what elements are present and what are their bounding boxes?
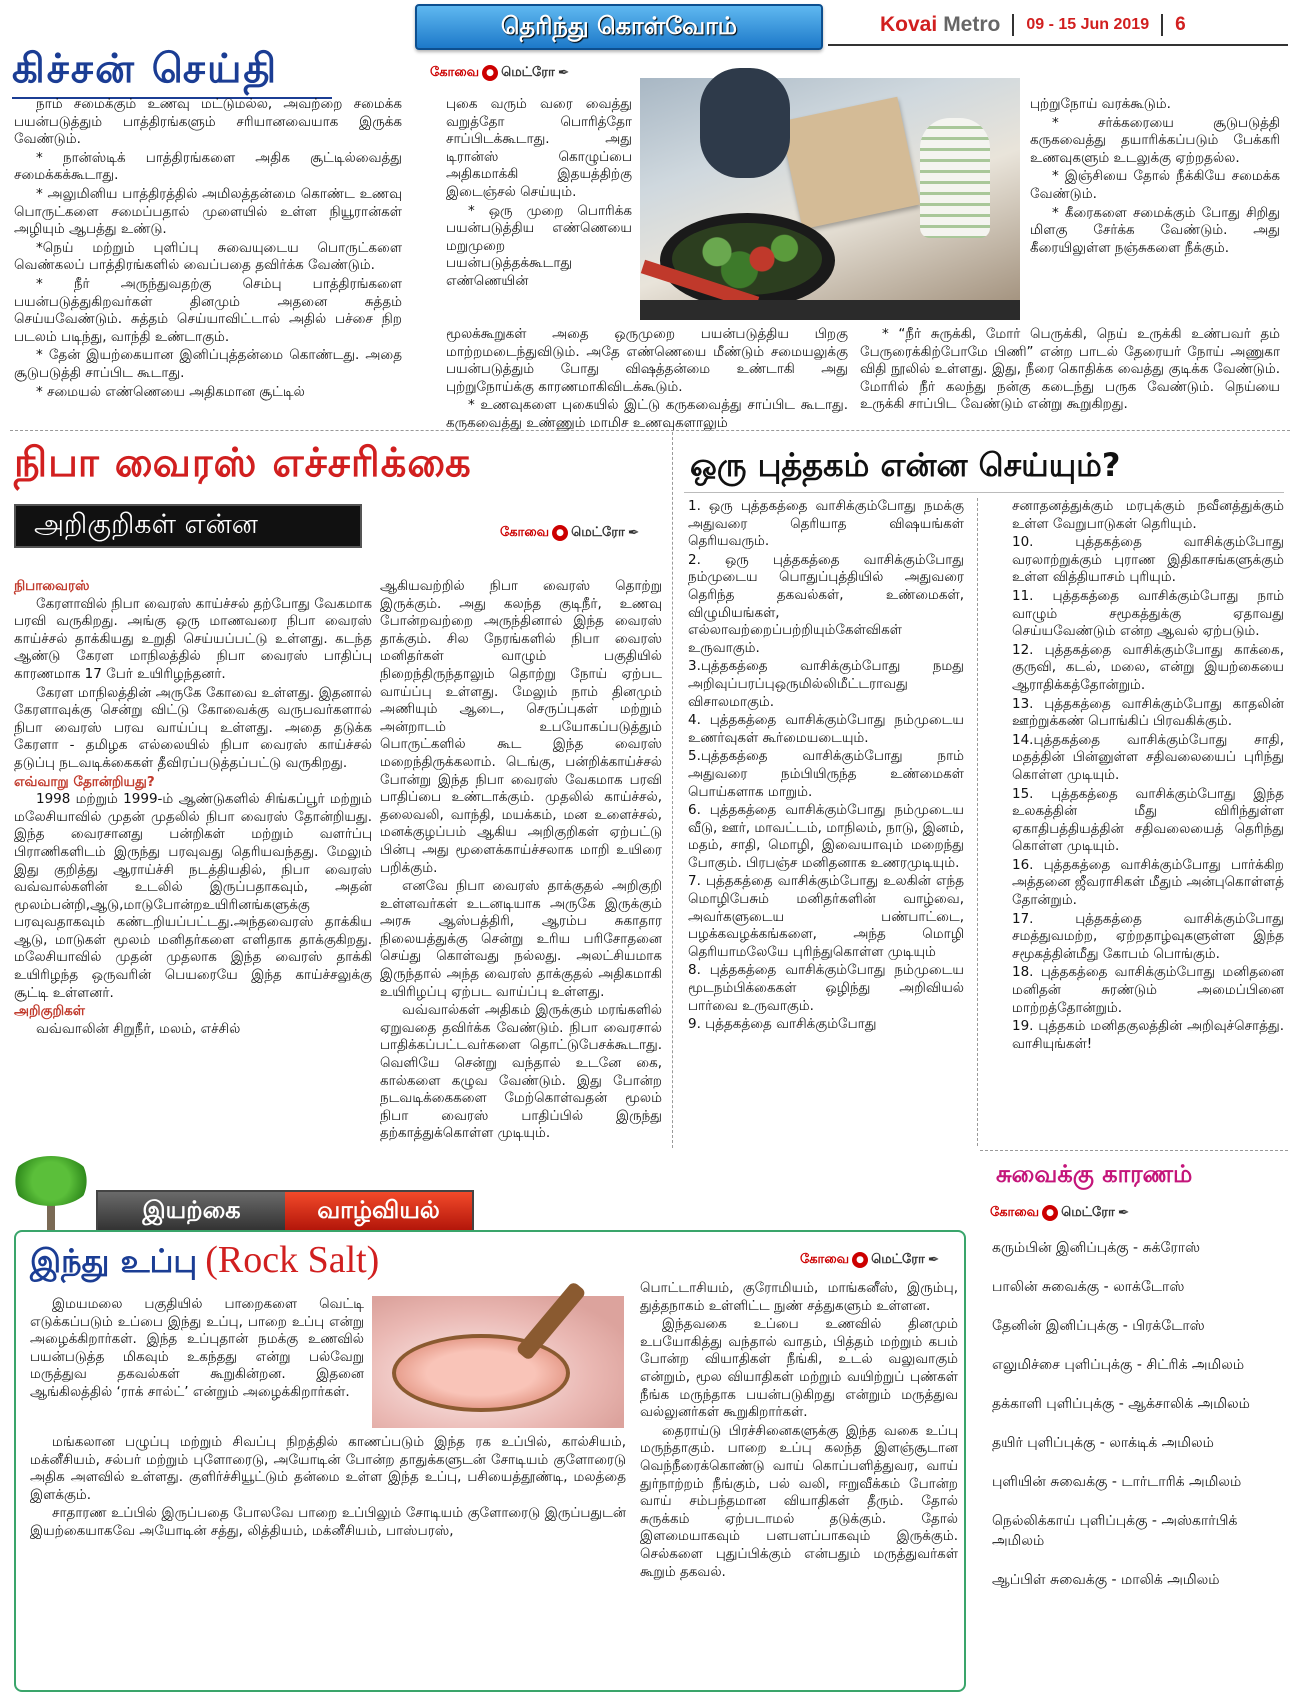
cooking-photo <box>640 78 1020 320</box>
masthead <box>880 10 1290 40</box>
rock-salt-paragraph: சாதாரண உப்பில் இருப்பதை போலவே பாறை உப்பிலும் சோடியம் குளோரைடு இருப்பதுடன் இயற்கையாகவே அயோடின் சத்து, லித்தியம், மக்னீசியம், பாஸ்பரஸ், <box>30 1505 626 1539</box>
taste-item: பாலின் சுவைக்கு - லாக்டோஸ் <box>992 1279 1185 1295</box>
book-point: 10. புத்தகத்தை வாசிக்கும்போது வரலாற்றுக்கும் புராண இதிகாசங்களுக்கும் உள்ள வித்தியாசம் புரியும். <box>1012 534 1284 586</box>
kitchen-paragraph: நாம் சமைக்கும் உணவு மட்டுமல்ல, அவற்றை சமைக்க பயன்படுத்தும் பாத்திரங்களும் சரியானவையாக இருக்க வேண்டும். <box>14 96 402 148</box>
kitchen-paragraph: * “நீர் சுருக்கி, மோர் பெருக்கி, நெய் உருக்கி உண்பவர் தம் பேருரைக்கிற்போமே பிணி” என்ற பாடல் தேரையர் நோய் அணுகா விதி நூலில் உள்ளது. இது, நீரை கொதிக்க வைத்து குடிக்க வேண்டும். மோரில் நீர் கலந்து நன்கு கடைந்து பருக வேண்டும். நெய்யை உருக்கி சாப்பிட வேண்டும் என்று கூறுகிறது. <box>860 326 1280 413</box>
book-point: 3.புத்தகத்தை வாசிக்கும்போது நமது அறிவுப்பரப்புஒருமில்லிமீட்டராவது விசாலமாகும். <box>688 658 964 710</box>
kitchen-paragraph: * இஞ்சியை தோல் நீக்கியே சமைக்க வேண்டும். <box>1030 168 1280 202</box>
kitchen-col-1 <box>14 96 402 418</box>
book-point: 15. புத்தகத்தை வாசிக்கும்போது இந்த உலகத்தின் மீது விரிந்துள்ள ஏகாதிபத்தியத்தின் சதிவலையைத் தெரிந்து கொள்ள முடியும். <box>1012 785 1284 855</box>
divider <box>1012 14 1014 36</box>
pen-icon: ✒ <box>627 525 640 541</box>
book-point: 19. புத்தகம் மனிதகுலத்தின் அறிவுச்சொத்து. வாசியுங்கள்! <box>1012 1018 1284 1052</box>
book-point: 14.புத்தகத்தை வாசிக்கும்போது சாதி, மதத்தின் பின்னுள்ள சதிவலையைப் புரிந்து கொள்ள முடியும். <box>1012 731 1284 783</box>
taste-item: தயிர் புளிப்புக்கு - லாக்டிக் அமிலம் <box>992 1435 1214 1451</box>
rock-salt-photo <box>372 1296 624 1428</box>
kitchen-paragraph: புற்றுநோய் வரக்கூடும். <box>1030 96 1171 112</box>
nipah-paragraph: 1998 மற்றும் 1999-ம் ஆண்டுகளில் சிங்கப்பூர் மற்றும் மலேசியாவில் முதன் முதலில் நிபா வைரஸ் தோன்றியது. இந்த வைரசானது பன்றிகள் மற்றும் வளர்ப்பு பிராணிகளிடம் இருந்து பரவுவது தெரியவந்தது. மேலும் இது குறித்து ஆராய்ச்சி நடத்தியதில், நிபா வைரஸ் வவ்வால்களின் உடலில் இருப்பதாகவும், அதன் மூலம்பன்றி,ஆடு,மாடுபோன்றஉயிரினங்களுக்கு பரவுவதாகவும் கண்டறியப்பட்டது.அந்தவைரஸ் தாக்கிய ஆடு, மாடுகள் மூலம் மனிதர்களை எளிதாக தாக்குகிறது. மலேசியாவில் முதன் முதலாக இந்த வைரஸ் தாக்கி உயிரிழந்த ஒருவரின் பெயரையே இந்த காய்ச்சலுக்கு சூட்டி உள்ளனர். <box>14 791 372 1001</box>
taste-item: கரும்பின் இனிப்புக்கு - சுக்ரோஸ் <box>992 1240 1201 1256</box>
taste-title: சுவைக்கு காரணம் <box>996 1160 1193 1188</box>
nipah-paragraph: எனவே நிபா வைரஸ் தாக்குதல் அறிகுறி உள்ளவர்கள் உடனடியாக அருகே இருக்கும் அரசு ஆஸ்பத்திரி, ஆரம்ப சுகாதார நிலையத்துக்கு சென்று உரிய பரிசோதனை செய்து கொள்வது நல்லது. அலட்சியமாக இருந்தால் அந்த வைரஸ் தாக்குதல் அதிகமாகி உயிரிழப்பு ஏற்பட வாய்ப்பு உள்ளது. <box>380 878 662 1000</box>
elephant-icon: ● <box>552 525 568 541</box>
book-point: 5.புத்தகத்தை வாசிக்கும்போது நாம் அதுவரை நம்பியிருந்த உண்மைகள் பொய்களாக மாறும். <box>688 748 964 800</box>
nipah-subtitle-box <box>14 504 362 548</box>
issue-date: 09 - 15 Jun 2019 <box>1026 16 1150 33</box>
book-title: ஒரு புத்தகம் என்ன செய்யும்? <box>690 446 1121 484</box>
taste-item: எலுமிச்சை புளிப்புக்கு - சிட்ரிக் அமிலம் <box>992 1357 1245 1373</box>
book-point: 11. புத்தகத்தை வாசிக்கும்போது நாம் வாழும் சமூகத்துக்கு ஏதாவது செய்யவேண்டும் என்ற ஆவல் ஏற்படும். <box>1012 587 1284 640</box>
rock-salt-col-1-bottom <box>30 1434 626 1688</box>
rock-salt-paragraph: மங்கலான பழுப்பு மற்றும் சிவப்பு நிறத்தில் காணப்படும் இந்த ரக உப்பில், கால்சியம், மக்னீசியம், சல்பர் மற்றும் புளோரைடு, அயோடின் போன்ற தாதுக்களுடன் சோடியம் குளோரைடு அதிக அளவில் உள்ளது. குளிர்ச்சியூட்டும் தன்மை உள்ள இந்த உப்பு, பசியைத்தூண்டி, மலத்தை இளக்கும். <box>30 1434 626 1503</box>
book-point: 16. புத்தகத்தை வாசிக்கும்போது பார்க்கிற அத்தனை ஜீவராசிகள் மீதும் அன்புகொள்ளத் தோன்றும். <box>1012 856 1284 909</box>
nipah-title: நிபா வைரஸ் எச்சரிக்கை <box>14 440 472 486</box>
pen-icon: ✒ <box>927 1252 940 1268</box>
taste-list <box>992 1238 1288 1590</box>
book-point: 4. புத்தகத்தை வாசிக்கும்போது நம்முடைய உணர்வுகள் கூர்மையடையும். <box>688 712 964 746</box>
rock-salt-paragraph: பொட்டாசியம், குரோமியம், மாங்கனீஸ், இரும்பு, துத்தநாகம் உள்ளிட்ட நுண் சத்துகளும் உள்ளன. <box>640 1280 958 1314</box>
elephant-icon: ● <box>482 65 498 81</box>
taste-item: புளியின் சுவைக்கு - டார்டாரிக் அமிலம் <box>992 1474 1242 1490</box>
kitchen-paragraph: * உணவுகளை புகையில் இட்டு கருகவைத்து சாப்பிட கூடாது. கருகவைத்து உண்ணும் மாமிச உணவுகளாலும் <box>446 397 848 431</box>
nipah-subhead: எவ்வாறு தோன்றியது? <box>14 773 155 790</box>
brand-metro: Metro <box>943 13 1001 36</box>
kitchen-col-2-top <box>446 96 632 324</box>
nipah-paragraph: வவ்வால்கள் அதிகம் இருக்கும் மரங்களில் ஏறுவதை தவிர்க்க வேண்டும். நிபா வைரசால் பாதிக்கப்பட்டவர்களை தொட்டுபேசக்கூடாது. வெளியே சென்று வந்தால் உடனே கை, கால்களை கழுவ வேண்டும். இது போன்ற நடவடிக்கைகளை மேற்கொள்வதன் மூலம் நிபா வைரஸ் பாதிப்பில் இருந்து தற்காத்துக்கொள்ள முடியும். <box>380 1002 662 1142</box>
taste-item: நெல்லிக்காய் புளிப்புக்கு - அஸ்கார்பிக் அமிலம் <box>992 1513 1238 1549</box>
nature-band-left: இயற்கை <box>98 1192 285 1230</box>
rock-salt-col-1-top <box>30 1296 364 1432</box>
nipah-col-1 <box>14 578 372 1148</box>
kitchen-paragraph: மூலக்கூறுகள் அதை ஒருமுறை பயன்படுத்திய பிறகு மாற்றமடைந்துவிடும். அதே எண்ணெயை மீண்டும் சமையலுக்கு பயன்படுத்தும் போது விஷத்தன்மை உண்டாகி அது புற்றுநோய்க்கு காரணமாகிவிடக்கூடும். <box>446 326 848 395</box>
book-point: 1. ஒரு புத்தகத்தை வாசிக்கும்போது நமக்கு அதுவரை தெரியாத விஷயங்கள் தெரியவரும். <box>688 498 964 550</box>
rock-salt-title <box>30 1238 379 1284</box>
kitchen-paragraph: * சர்க்கரையை சூடுபடுத்தி கருகவைத்து தயாரிக்கப்படும் பேக்கரி உணவுகளும் உடலுக்கு ஏற்றதல்ல. <box>1030 114 1280 166</box>
nature-band <box>96 1190 474 1232</box>
book-point: 2. ஒரு புத்தகத்தை வாசிக்கும்போது நம்முடைய பொதுப்புத்தியில் அதுவரை தெரிந்த தகவல்கள், உண்மைகள், விழுமியங்கள், எல்லாவற்றைப்பற்றியும்கேள்விகள் உருவாகும். <box>688 551 964 656</box>
taste-item: ஆப்பிள் சுவைக்கு - மாலிக் அமிலம் <box>992 1572 1220 1588</box>
rock-salt-col-2 <box>640 1280 958 1688</box>
nipah-paragraph: வவ்வாலின் சிறுநீர், மலம், எச்சில் <box>36 1020 241 1037</box>
kovai-metro-logo: கோவை ● மெட்ரோ ✒ <box>430 65 570 81</box>
book-col-2 <box>1012 498 1284 1146</box>
nature-band-right: வாழ்வியல் <box>285 1192 472 1230</box>
book-point: 7. புத்தகத்தை வாசிக்கும்போது உலகின் எந்த மொழிபேசும் மனிதர்களின் வாழ்வை, அவர்களுடைய பண்பாட்டை, பழக்கவழக்கங்களை, அந்த மொழி தெரியாமலேயே புரிந்துகொள்ள முடியும் <box>688 873 964 960</box>
kitchen-col-2-bottom <box>446 326 848 431</box>
rock-salt-paragraph: தைராய்டு பிரச்சினைகளுக்கு இந்த வகை உப்பு மருந்தாகும். பாறை உப்பு கலந்த இளஞ்சூடான வெந்நீரைக்கொண்டு வாய் கொப்பளித்துவர, வாய் துர்நாற்றம் நீங்கும், பல் வலி, ஈறுவீக்கம் போன்ற வாய் சம்பந்தமான வியாதிகள் தீரும். தோல் சுருக்கம் ஏற்படாமல் தடுக்கும். தோல் இளமையாகவும் பளபளப்பாகவும் இருக்கும். செல்களை புதுப்பிக்கும் என்பதும் மருத்துவர்கள் கூறும் தகவல். <box>640 1422 958 1580</box>
kitchen-paragraph: * கீரைகளை சமைக்கும் போது சிறிது மிளகு சேர்க்க வேண்டும். அது கீரையிலுள்ள நஞ்சுகளை நீக்கும். <box>1030 204 1280 256</box>
kovai-metro-logo: கோவை ● மெட்ரோ ✒ <box>800 1252 940 1268</box>
book-col-1 <box>688 498 964 1146</box>
kitchen-paragraph: * நான்ஸ்டிக் பாத்திரங்களை அதிக சூட்டில்வைத்து சமைக்கக்கூடாது. <box>14 149 402 184</box>
brand-kovai: Kovai <box>880 13 938 36</box>
elephant-icon: ● <box>852 1252 868 1268</box>
kitchen-paragraph: * ஒரு முறை பொரிக்க பயன்படுத்திய எண்ணெயை மறுமுறை பயன்படுத்தக்கூடாது எண்ணெயின் <box>446 202 632 289</box>
section-label: தெரிந்து கொள்வோம் <box>500 11 738 40</box>
nipah-subhead: நிபாவைரஸ் <box>14 578 90 594</box>
kovai-metro-logo: கோவை ● மெட்ரோ ✒ <box>990 1205 1130 1221</box>
rock-salt-paragraph: இமயமலை பகுதியில் பாறைகளை வெட்டி எடுக்கப்படும் உப்பை இந்து உப்பு, பாறை உப்பு என்று அழைக்கிறார்கள். இந்த உப்புதான் நமக்கு உணவில் பயன்படுத்த மிகவும் உகந்தது என்று பல்வேறு மருத்துவ தகவல்கள் கூறுகின்றன. இதனை ஆங்கிலத்தில் ‘ராக் சால்ட்’ என்றும் அழைக்கிறார்கள். <box>30 1296 364 1400</box>
rock-salt-title-english: (Rock Salt) <box>205 1239 380 1281</box>
kitchen-paragraph: * அலுமினிய பாத்திரத்தில் அமிலத்தன்மை கொண்ட உணவு பொருட்களை சமைப்பதால் முளையில் உள்ள நியூரான்கள் அழியும் ஆபத்து உண்டு. <box>14 185 402 238</box>
kitchen-title: கிச்சன் செய்தி <box>12 46 279 92</box>
column-divider <box>977 498 978 1146</box>
nipah-subtitle: அறிகுறிகள் என்ன <box>34 508 258 540</box>
nipah-paragraph: ஆகியவற்றில் நிபா வைரஸ் தொற்று இருக்கும். அது கலந்த குடிநீர், உணவு போன்றவற்றை அருந்தினால் இந்த வைரஸ் தாக்கும். சில நேரங்களில் நிபா வைரஸ் மனிதர்கள் வாழும் பகுதியில் நிறைந்திருந்தாலும் தொற்று நோய் ஏற்பட வாய்ப்பு உள்ளது. மேலும் நாம் தினமும் அணியும் ஆடை, செருப்புகள் மற்றும் அன்றாடம் உபயோகப்படுத்தும் பொருட்களில் கூட இந்த வைரஸ் மறைந்திருக்கலாம். டெங்கு, பன்றிக்காய்ச்சல் போன்று இந்த நிபா வைரஸ் வேகமாக பரவி பாதிப்பை உண்டாக்கும். முதலில் காய்ச்சல், தலைவலி, வாந்தி, மயக்கம், மன உளைச்சல், மனக்குழப்பம் ஆகிய அறிகுறிகள் ஏற்பட்டு பின்பு அது மூளைக்காய்ச்சலாக மாறி உயிரை பறிக்கும். <box>380 578 662 876</box>
book-point: 9. புத்தகத்தை வாசிக்கும்போது <box>688 1016 877 1033</box>
taste-top-rule <box>980 1150 1288 1151</box>
kitchen-paragraph: *நெய் மற்றும் புளிப்பு சுவையுடைய பொருட்களை வெண்கலப் பாத்திரங்களில் வைப்பதை தவிர்க்க வேண்டும். <box>14 239 402 274</box>
taste-item: தக்காளி புளிப்புக்கு - ஆக்சாலிக் அமிலம் <box>992 1396 1250 1412</box>
divider <box>1161 14 1163 36</box>
section-divider <box>10 430 1290 431</box>
nipah-paragraph: கேரளாவில் நிபா வைரஸ் காய்ச்சல் தற்போது வேகமாக பரவி வருகிறது. அங்கு ஒரு மாணவரை நிபா வைரஸ் காய்ச்சல் தாக்கியது உறுதி செய்யப்பட்டு உள்ளது. கடந்த ஆண்டு கேரள மாநிலத்தில் நிபா வைரஸ் பாதிப்பு காரணமாக 17 பேர் உயிரிழந்தனர். <box>14 595 372 682</box>
book-point: 18. புத்தகத்தை வாசிக்கும்போது மனிதனை மனிதன் சுரண்டும் அமைப்பினை மாற்றத்தோன்றும். <box>1012 964 1284 1016</box>
page-number: 6 <box>1175 14 1186 35</box>
kitchen-paragraph: * தேன் இயற்கையான இனிப்புத்தன்மை கொண்டது. அதை சூடுபடுத்தி சாப்பிட கூடாது. <box>14 347 402 381</box>
book-point: 8. புத்தகத்தை வாசிக்கும்போது நம்முடைய மூடநம்பிக்கைகள் ஒழிந்து அறிவியல் பார்வை உருவாகும். <box>688 962 964 1014</box>
pen-icon: ✒ <box>1117 1205 1130 1221</box>
elephant-icon: ● <box>1042 1205 1058 1221</box>
kovai-metro-logo: கோவை ● மெட்ரோ ✒ <box>500 525 640 541</box>
nipah-paragraph: கேரள மாநிலத்தின் அருகே கோவை உள்ளது. இதனால் கேரளாவுக்கு சென்று விட்டு கோவைக்கு வருபவர்களால் நிபா வைரஸ் பரவ வாய்ப்பு உள்ளது. அதை தடுக்க கேரளா - தமிழக எல்லையில் நிபா வைரஸ் காய்ச்சல் தடுப்பு நடவடிக்கைகள் தீவிரப்படுத்தப்பட்டு வருகிறது. <box>14 684 372 771</box>
kitchen-col-3-top <box>1030 96 1280 324</box>
column-divider <box>672 432 673 1148</box>
book-point: 12. புத்தகத்தை வாசிக்கும்போது காக்கை, குருவி, கடல், மலை, என்று இயற்கையை ஆராதிக்கத்தோன்றும். <box>1012 641 1284 693</box>
book-point: சனாதனத்துக்கும் மரபுக்கும் நவீனத்துக்கும் உள்ள வேறுபாடுகள் தெரியும். <box>1012 498 1284 532</box>
kitchen-col-3-bottom <box>860 326 1280 418</box>
kitchen-paragraph: * நீர் அருந்துவதற்கு செம்பு பாத்திரங்களை பயன்படுத்துகிறவர்கள் தினமும் அதனை சுத்தம் செய்யவேண்டும். சுத்தம் செய்யாவிட்டால் அதில் பச்சை நிற படலம் படிந்து, வாந்தி உண்டாகும். <box>14 275 402 345</box>
rock-salt-paragraph: இந்தவகை உப்பை உணவில் தினமும் உபயோகித்து வந்தால் வாதம், பித்தம் மற்றும் கபம் போன்ற வியாதிகள் நீங்கி, உடல் வலுவாகும் என்றும், மூல வியாதிகள் மற்றும் வயிற்றுப் புண்கள் நீங்க மருந்தாக பயன்படுகிறது என்றும் மருத்துவ வல்லுனர்கள் கூறுகிறார்கள். <box>640 1316 958 1421</box>
header-banner <box>415 4 823 50</box>
kitchen-paragraph: * சமையல் எண்ணெயை அதிகமான சூட்டில் <box>36 383 305 400</box>
book-point: 13. புத்தகத்தை வாசிக்கும்போது காதலின் ஊற்றுக்கண் பொங்கிப் பிரவகிக்கும். <box>1012 695 1284 730</box>
pen-icon: ✒ <box>557 65 570 81</box>
book-title-rule <box>684 492 1284 493</box>
header-rule <box>828 44 1288 46</box>
kitchen-paragraph: புகை வரும் வரை வைத்து வறுத்தோ பொரித்தோ சாப்பிடக்கூடாது. அது டிரான்ஸ் கொழுப்பை அதிகமாக்கி இதயத்திற்கு இடைஞ்சல் செய்யும். <box>446 96 632 200</box>
rock-salt-title-tamil: இந்து உப்பு <box>30 1242 198 1280</box>
nipah-col-2 <box>380 578 662 1148</box>
taste-item: தேனின் இனிப்புக்கு - பிரக்டோஸ் <box>992 1318 1205 1334</box>
nipah-subhead: அறிகுறிகள் <box>14 1003 85 1020</box>
book-point: 17. புத்தகத்தை வாசிக்கும்போது சமத்துவமற்ற, ஏற்றதாழ்வுகளுள்ள இந்த சமூகத்தின்மீது கோபம் பொங்கும். <box>1012 910 1284 962</box>
book-point: 6. புத்தகத்தை வாசிக்கும்போது நம்முடைய வீடு, ஊர், மாவட்டம், மாநிலம், நாடு, இனம், மதம், சாதி, மொழி, இவையாவும் மறைந்து போகும். பிரபஞ்ச மனிதனாக உணரமுடியும். <box>688 802 964 871</box>
